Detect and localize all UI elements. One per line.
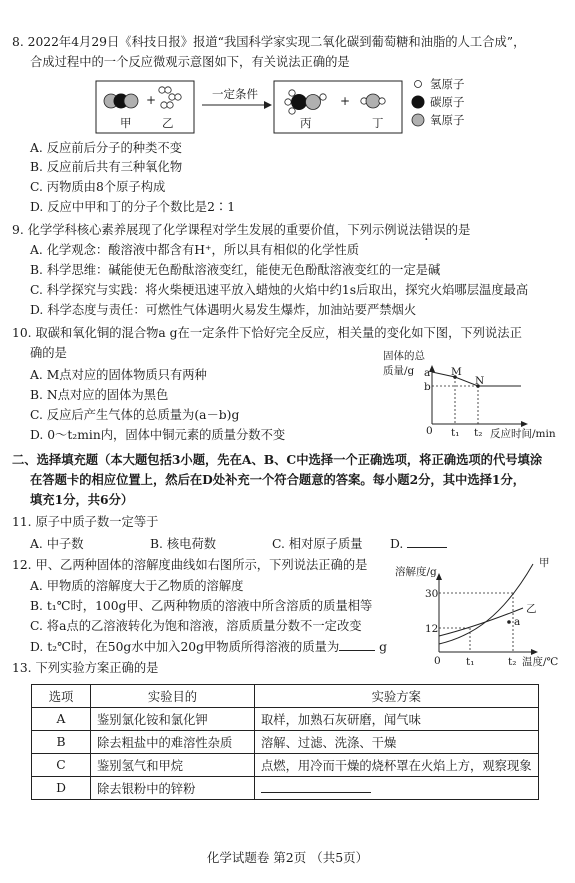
q13-experiment-table: [31, 684, 539, 800]
q12-option-a: A. 甲物质的溶解度大于乙物质的溶解度: [30, 579, 244, 593]
table-row: [32, 777, 539, 800]
q10-option-b: B. N点对应的固体为黑色: [30, 388, 169, 402]
q11-option-d: D.: [390, 536, 447, 552]
q9-option-c: C. 科学探究与实践：将火柴梗迅速平放入蜡烛的火焰中约1s后取出，探究火焰哪层温度最高: [30, 283, 529, 297]
answer-blank[interactable]: [407, 536, 447, 548]
q9-option-b: B. 科学思维：碱能使无色酚酞溶液变红，能使无色酚酞溶液变红的一定是碱: [30, 263, 441, 277]
page-footer: 化学试题卷 第2页 （共5页）: [206, 850, 369, 865]
section2-heading-line3: 填充1分，共6分）: [30, 492, 134, 507]
curve-jia-label: 甲: [539, 557, 550, 569]
tick-t1: t₁: [451, 427, 460, 439]
point-a-label: a: [514, 616, 521, 628]
row-d-plan[interactable]: [255, 777, 539, 800]
row-b-option: B: [32, 731, 91, 754]
q10-stem-line2: 确的是: [30, 346, 67, 360]
point-n-label: N: [475, 375, 485, 387]
q10-option-a: A. M点对应的固体物质只有两种: [30, 368, 207, 382]
table-row: [32, 754, 539, 777]
q10-mass-time-chart: [375, 352, 565, 442]
row-c-plan: 点燃，用冷而干燥的烧杯罩在火焰上方，观察现象: [255, 754, 539, 777]
q8-stem-line2: 合成过程中的一个反应微观示意图如下，有关说法正确的是: [30, 55, 350, 69]
q12-stem: 12. 甲、乙两种固体的溶解度曲线如右图所示，下列说法正确的是: [12, 558, 368, 572]
row-b-plan: 溶解、过滤、洗涤、干燥: [255, 731, 539, 754]
row-a-purpose: 鉴别氯化铵和氯化钾: [91, 708, 255, 731]
q13-stem: 13. 下列实验方案正确的是: [12, 661, 159, 675]
q12-solubility-chart: [393, 556, 563, 674]
header-plan: 实验方案: [255, 685, 539, 708]
q8-stem-line1: 8. 2022年4月29日《科技日报》报道“我国科学家实现二氧化碳到葡萄糖和油脂的人工合成”，: [12, 35, 526, 49]
x-axis-label: 温度/℃: [522, 656, 559, 668]
label-yi: 乙: [162, 116, 174, 130]
row-d-purpose: 除去银粉中的锌粉: [91, 777, 255, 800]
legend-oxygen: 氧原子: [430, 113, 465, 127]
q8-option-b: B. 反应前后共有三种氧化物: [30, 160, 183, 174]
q8-reaction-diagram: [94, 78, 514, 140]
answer-blank[interactable]: [261, 780, 371, 793]
label-ding: 丁: [372, 116, 384, 130]
section2-heading-line2: 在答题卡的相应位置上，然后在D处补充一个符合题意的答案。每小题2分，其中选择1分，: [30, 472, 526, 487]
y-axis-label: 固体的总: [383, 350, 425, 362]
q9-option-d: D. 科学态度与责任：可燃性气体遇明火易发生爆炸，加油站要严禁烟火: [30, 303, 417, 317]
point-m-label: M: [451, 366, 462, 378]
q8-option-a: A. 反应前后分子的种类不变: [30, 141, 182, 155]
q11-option-c: C. 相对原子质量: [272, 537, 363, 551]
origin-label: 0: [426, 425, 433, 437]
row-c-option: C: [32, 754, 91, 777]
tick-b: b: [424, 381, 431, 393]
header-option: 选项: [32, 685, 91, 708]
emphasis-dots: 错误: [421, 223, 446, 237]
answer-blank[interactable]: [339, 639, 375, 651]
tick-t2: t₂: [508, 656, 517, 668]
q11-option-b: B. 核电荷数: [150, 537, 217, 551]
row-a-option: A: [32, 708, 91, 731]
q10-option-d: D. 0～t₂min内，固体中铜元素的质量分数不变: [30, 428, 286, 442]
section2-heading-line1: 二、选择填充题（本大题包括3小题，先在A、B、C中选择一个正确选项，将正确选项的代号填涂: [12, 452, 543, 467]
tick-t2: t₂: [474, 427, 483, 439]
q10-stem-line1: 10. 取碳和氧化铜的混合物a g在一定条件下恰好完全反应，相关量的变化如下图，下列说法正: [12, 326, 522, 340]
y-axis-unit: 质量/g: [383, 365, 415, 377]
header-purpose: 实验目的: [91, 685, 255, 708]
tick-t1: t₁: [466, 656, 475, 668]
legend-carbon: 碳原子: [430, 95, 465, 109]
plus-sign: +: [340, 94, 351, 108]
row-b-purpose: 除去粗盐中的难溶性杂质: [91, 731, 255, 754]
tick-a: a: [424, 367, 431, 379]
reaction-condition: 一定条件: [212, 87, 258, 101]
curve-yi-label: 乙: [526, 603, 537, 615]
label-jia: 甲: [120, 116, 132, 130]
q12-option-d: D. t₂℃时，在50g水中加入20g甲物质所得溶液的质量为 g: [30, 640, 388, 654]
origin-label: 0: [434, 655, 441, 667]
q11-stem: 11. 原子中质子数一定等于: [12, 515, 159, 529]
plus-sign: +: [146, 93, 157, 107]
row-a-plan: 取样，加熟石灰研磨，闻气味: [255, 708, 539, 731]
q9-option-a: A. 化学观念：酸溶液中都含有H⁺，所以具有相似的化学性质: [30, 243, 360, 257]
table-header-row: [32, 685, 539, 708]
table-row: [32, 731, 539, 754]
q12-option-b: B. t₁℃时，100g甲、乙两种物质的溶液中所含溶质的质量相等: [30, 599, 373, 613]
q8-option-d: D. 反应中甲和丁的分子个数比是2∶1: [30, 200, 236, 214]
row-d-option: D: [32, 777, 91, 800]
q8-option-c: C. 丙物质由8个原子构成: [30, 180, 166, 194]
tick-12: 12: [425, 623, 439, 635]
table-row: [32, 708, 539, 731]
x-axis-label: 反应时间/min: [490, 428, 556, 440]
tick-30: 30: [425, 588, 439, 600]
q10-option-c: C. 反应后产生气体的总质量为(a－b)g: [30, 408, 240, 422]
row-c-purpose: 鉴别氢气和甲烷: [91, 754, 255, 777]
y-axis-label: 溶解度/g: [395, 566, 437, 578]
q12-option-c: C. 将a点的乙溶液转化为饱和溶液，溶质质量分数不一定改变: [30, 619, 362, 633]
q9-stem: 9. 化学学科核心素养展现了化学课程对学生发展的重要价值，下列示例说法错误的是: [12, 223, 471, 237]
legend-hydrogen: 氢原子: [430, 77, 465, 91]
q11-option-a: A. 中子数: [30, 537, 84, 551]
label-bing: 丙: [300, 116, 312, 130]
